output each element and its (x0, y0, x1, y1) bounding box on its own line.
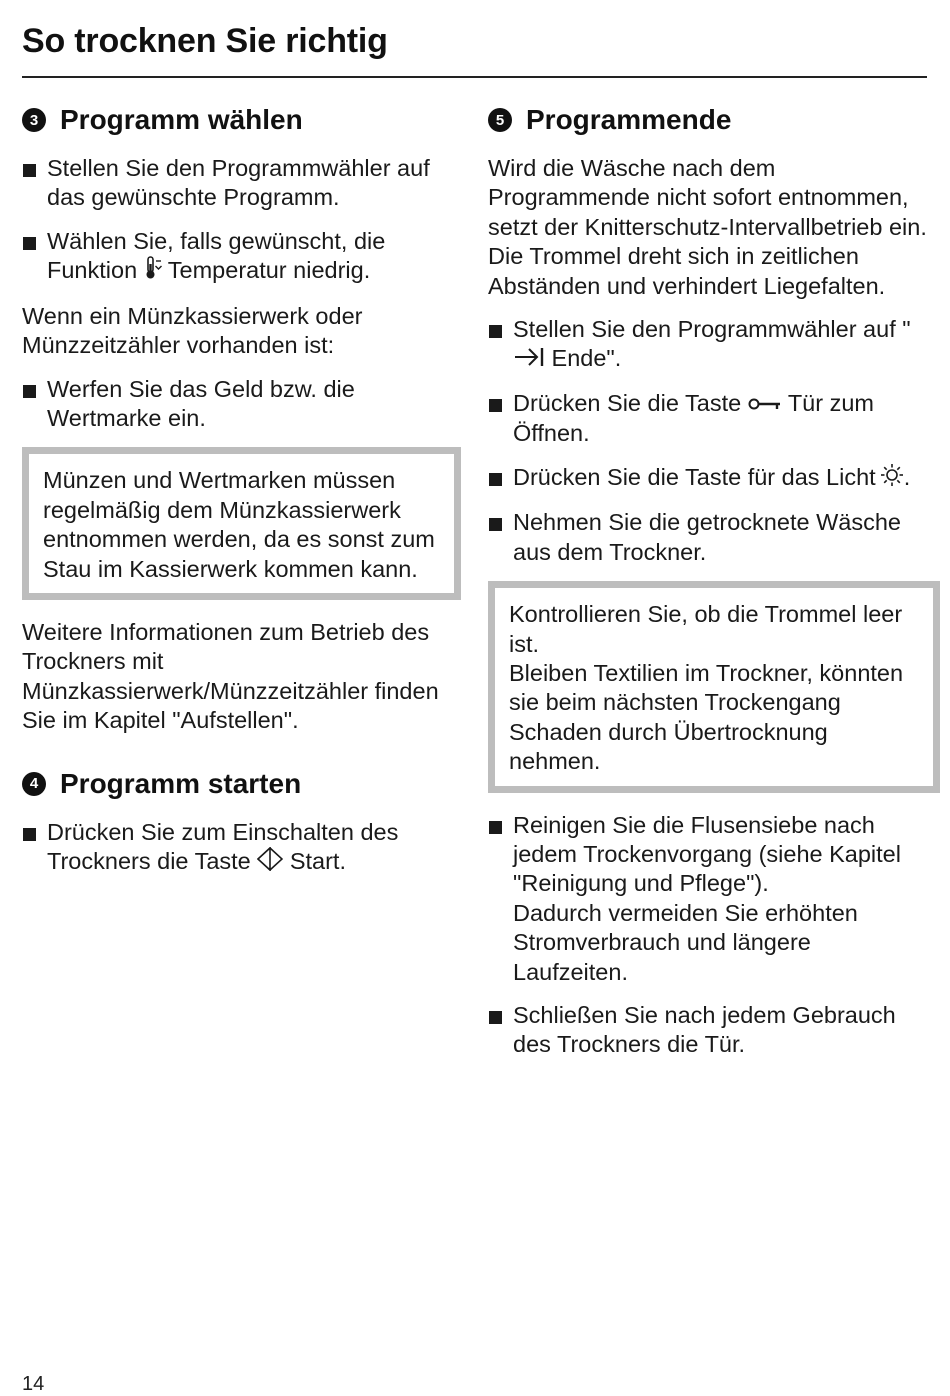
paragraph: Weitere Informationen zum Betrieb des Trockners mit Münzkassierwerk/Münzzeitzähler finden Sie im Kapitel "Aufstellen". (22, 618, 439, 734)
list-item (488, 508, 928, 567)
bullet-square-icon (489, 473, 502, 486)
list-item (488, 315, 928, 375)
list-item (488, 1001, 928, 1060)
thermometer-low-icon (144, 256, 162, 287)
list-item-text: Tür zum Öffnen. (513, 389, 874, 447)
list-item-text: Temperatur niedrig. (167, 257, 371, 284)
bullet-square-icon (489, 518, 502, 531)
note-box (488, 581, 940, 792)
step-number-badge: 5 (488, 108, 512, 132)
section-3-heading (22, 100, 462, 140)
section-5-title: Programmende (526, 104, 732, 135)
section-4-heading (22, 764, 462, 804)
bullet-square-icon (489, 325, 502, 338)
list-item-text: . (903, 463, 911, 490)
left-column (22, 100, 462, 893)
list-item-text: Drücken Sie die Taste für das Licht (513, 463, 876, 490)
list-item-text: Ende". (551, 345, 622, 372)
bullet-square-icon (23, 164, 36, 177)
title-divider (22, 76, 927, 78)
section-5-heading (488, 100, 928, 140)
list-item-text: Reinigen Sie die Flusensiebe nach jedem Trockenvorgang (siehe Kapitel "Reinigung und Pflege"). (513, 811, 901, 897)
list-item (22, 227, 462, 288)
list-item-text: Stellen Sie den Programmwähler auf " (513, 316, 911, 343)
list-item-text: Stellen Sie den Programmwähler auf das gewünschte Programm. (47, 155, 430, 211)
note-text: Kontrollieren Sie, ob die Trommel leer ist. (509, 601, 903, 657)
list-item (22, 818, 462, 879)
list-item-text: Drücken Sie zum Einschalten des Trockners die Taste (47, 818, 399, 874)
right-column (488, 100, 928, 1074)
bullet-square-icon (23, 385, 36, 398)
list-item (22, 154, 462, 213)
bullet-square-icon (23, 828, 36, 841)
bullet-square-icon (23, 237, 36, 250)
list-item-text: Drücken Sie die Taste (513, 389, 742, 416)
page-title: So trocknen Sie richtig (22, 22, 388, 60)
list-item-text: Nehmen Sie die getrocknete Wäsche aus dem Trockner. (513, 509, 901, 565)
arrow-to-end-icon (513, 346, 545, 375)
list-item (488, 811, 928, 987)
bullet-square-icon (489, 399, 502, 412)
list-item-text: Schließen Sie nach jedem Gebrauch des Trockners die Tür. (513, 1002, 896, 1058)
list-item-text: Werfen Sie das Geld bzw. die Wertmarke ein. (47, 375, 355, 431)
section-4-title: Programm starten (60, 767, 302, 799)
step-number-badge: 4 (22, 772, 46, 796)
bullet-square-icon (489, 821, 502, 834)
step-number-badge: 3 (22, 108, 46, 132)
list-item-text: Dadurch vermeiden Sie erhöhten Stromverbrauch und längere Laufzeiten. (513, 899, 858, 985)
key-door-icon (748, 390, 782, 419)
section-3-title: Programm wählen (60, 104, 303, 135)
note-text: Bleiben Textilien im Trockner, könnten sie beim nächsten Trockengang Schaden durch Übertrocknung nehmen. (509, 659, 904, 775)
page-number: 14 (22, 1373, 45, 1395)
list-item-text: Start. (289, 848, 346, 874)
bullet-square-icon (489, 1011, 502, 1024)
list-item-text: Wählen Sie, falls gewünscht, die Funktion (47, 227, 386, 284)
light-sun-icon (880, 463, 904, 494)
note-text: Münzen und Wertmarken müssen regelmäßig dem Münzkassierwerk entnommen werden, da es sonst zum Stau im Kassierwerk kommen kann. (43, 467, 435, 582)
list-item (488, 389, 928, 449)
list-item (22, 375, 462, 434)
paragraph: Wird die Wäsche nach dem Programmende nicht sofort entnommen, setzt der Knitterschutz-Intervallbetrieb ein. Die Trommel dreht sich in zeitlichen Abständen und verhindert Liegefalten. (488, 155, 927, 299)
list-item (488, 463, 928, 495)
start-diamond-icon (257, 847, 283, 878)
note-box (22, 447, 461, 600)
paragraph: Wenn ein Münzkassierwerk oder Münzzeitzähler vorhanden ist: (22, 302, 363, 359)
